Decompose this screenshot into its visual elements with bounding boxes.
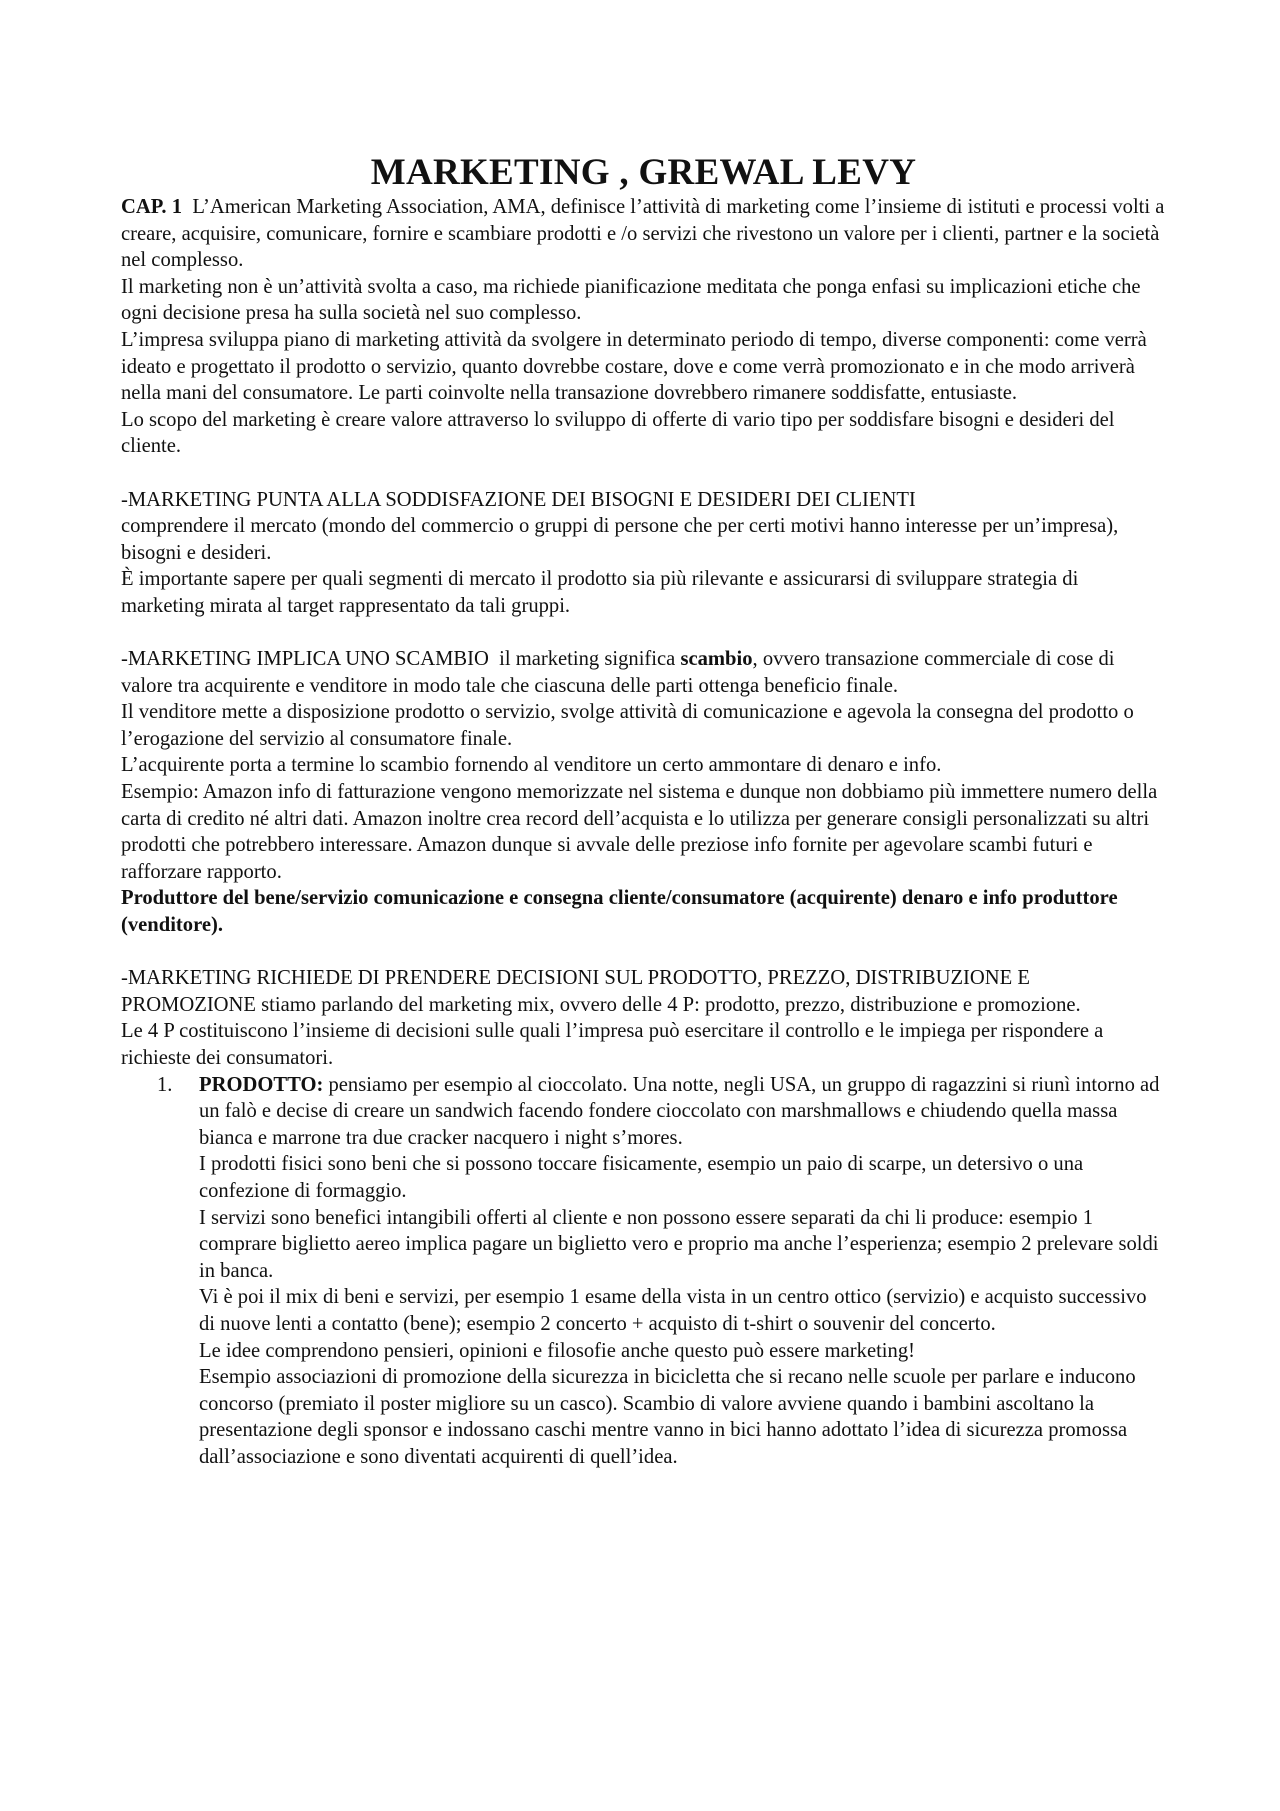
intro-paragraph-3: L’impresa sviluppa piano di marketing attività da svolgere in determinato periodo di tempo, diverse componenti: come verrà ideato e progettato il prodotto o servizio, quanto dovrebbe costare, dove e come verrà promozionato e in che modo arriverà nella mani del consumatore. Le parti coinvolte nella transazione dovrebbero rimanere soddisfatte, entusiaste. bbox=[121, 328, 1147, 405]
section-2-bold-summary-text: Produttore del bene/servizio comunicazione e consegna cliente/consumatore (acquirente) denaro e info produttore (venditore). bbox=[121, 887, 1118, 937]
chapter-label: CAP. 1 bbox=[121, 196, 183, 218]
section-2-paragraph-2: L’acquirente porta a termine lo scambio fornendo al venditore un certo ammontare di denaro e info. bbox=[121, 754, 942, 777]
spacer bbox=[121, 460, 1166, 487]
intro-paragraph-4: Lo scopo del marketing è creare valore attraverso lo sviluppo di offerte di vario tipo per soddisfare bisogni e desideri del cliente. bbox=[121, 408, 1115, 458]
marketing-mix-list bbox=[121, 1072, 1166, 1471]
section-3-heading: -MARKETING RICHIEDE DI PRENDERE DECISIONI SUL PRODOTTO, PREZZO, DISTRIBUZIONE E PROMOZIONE bbox=[121, 967, 1030, 1016]
section-3-lead-rest: stiamo parlando del marketing mix, ovvero delle 4 P: prodotto, prezzo, distribuzione e promozione. bbox=[256, 993, 1081, 1016]
section-1-heading: -MARKETING PUNTA ALLA SODDISFAZIONE DEI BISOGNI E DESIDERI DEI CLIENTI bbox=[121, 488, 916, 511]
section-1-paragraph-1: comprendere il mercato (mondo del commercio o gruppi di persone che per certi motivi hanno interesse per un’impresa), bisogni e desideri. bbox=[121, 515, 1119, 564]
section-3-paragraph-1: Le 4 P costituiscono l’insieme di decisioni sulle quali l’impresa può esercitare il controllo e le impiega per rispondere a richieste dei consumatori. bbox=[121, 1020, 1104, 1069]
section-2-heading: -MARKETING IMPLICA UNO SCAMBIO bbox=[121, 648, 489, 671]
document-title: MARKETING , GREWAL LEVY bbox=[370, 152, 917, 193]
list-item-label: PRODOTTO: bbox=[199, 1073, 324, 1096]
list-item-paragraph-3: Vi è poi il mix di beni e servizi, per esempio 1 esame della vista in un centro ottico (servizio) e acquisto successivo di nuove lenti a contatto (bene); esempio 2 concerto + acquisto di t-shirt o souvenir del concerto. bbox=[199, 1286, 1147, 1335]
list-item-paragraph-2: I servizi sono benefici intangibili offerti al cliente e non possono essere separati da chi li produce: esempio 1 comprare biglietto aereo implica pagare un biglietto vero e proprio ma anche l’esperienza; esempio 2 prelevare soldi in banca. bbox=[199, 1206, 1159, 1282]
intro-paragraph-1 bbox=[121, 194, 1166, 274]
section-3-lead bbox=[121, 965, 1166, 1018]
section-2-paragraph-3: Esempio: Amazon info di fatturazione vengono memorizzate nel sistema e dunque non dobbiamo più immettere numero della carta di credito né altri dati. Amazon inoltre crea record dell’acquista e lo utilizza per generare consigli personalizzati su altri prodotti che potrebbero interessare. Amazon dunque si avvale delle preziose info fornite per agevolare scambi futuri e rafforzare rapporto. bbox=[121, 781, 1158, 883]
list-item-paragraph-1: I prodotti fisici sono beni che si possono toccare fisicamente, esempio un paio di scarpe, un detersivo o una confezione di formaggio. bbox=[199, 1153, 1084, 1202]
list-item-prodotto bbox=[121, 1072, 1166, 1471]
section-1-paragraph-2: È importante sapere per quali segmenti di mercato il prodotto sia più rilevante e assicurarsi di sviluppare strategia di marketing mirata al target rappresentato da tali gruppi. bbox=[121, 568, 1079, 617]
spacer bbox=[121, 620, 1166, 647]
section-2-lead bbox=[121, 646, 1166, 699]
list-item-lead-text: pensiamo per esempio al cioccolato. Una notte, negli USA, un gruppo di ragazzini si riunì intorno ad un falò e decise di creare un sandwich facendo fondere cioccolato con marshmallows e chiudendo quella massa bianca e marrone tra due cracker nacquero i night s’mores. bbox=[199, 1073, 1160, 1149]
intro-paragraph-2: Il marketing non è un’attività svolta a caso, ma richiede pianificazione meditata che ponga enfasi su implicazioni etiche che ogni decisione presa ha sulla società nel suo complesso. bbox=[121, 275, 1141, 325]
list-item-paragraph-4: Le idee comprendono pensieri, opinioni e filosofie anche questo può essere marketing! bbox=[199, 1339, 915, 1362]
list-item-lead bbox=[199, 1072, 1166, 1152]
section-2-lead-text: il marketing significa bbox=[488, 648, 681, 671]
list-item-number: 1. bbox=[157, 1073, 173, 1096]
section-2-bold-summary bbox=[121, 885, 1166, 938]
section-2-lead-rest: , ovvero transazione commerciale di cose di valore tra acquirente e venditore in modo tale che ciascuna delle parti ottenga beneficio finale. bbox=[121, 648, 1115, 697]
intro-text-1: L’American Marketing Association, AMA, definisce l’attività di marketing come l’insieme di istituti e processi volti a creare, acquisire, comunicare, fornire e scambiare prodotti e /o servizi che rivestono un valore per i clienti, partner e la società nel complesso. bbox=[121, 196, 1165, 272]
document-body bbox=[121, 152, 1166, 1471]
section-2-paragraph-1: Il venditore mette a disposizione prodotto o servizio, svolge attività di comunicazione e agevola la consegna del prodotto o l’erogazione del servizio al consumatore finale. bbox=[121, 701, 1134, 750]
section-2-bold-word: scambio bbox=[680, 648, 753, 671]
spacer bbox=[121, 939, 1166, 966]
list-item-paragraph-5: Esempio associazioni di promozione della sicurezza in bicicletta che si recano nelle scuole per parlare e inducono concorso (premiato il poster migliore su un casco). Scambio di valore avviene quando i bambini ascoltano la presentazione degli sponsor e indossano caschi mentre vanno in bici hanno adottato l’idea di sicurezza promossa dall’associazione e sono diventati acquirenti di quell’idea. bbox=[199, 1366, 1136, 1468]
